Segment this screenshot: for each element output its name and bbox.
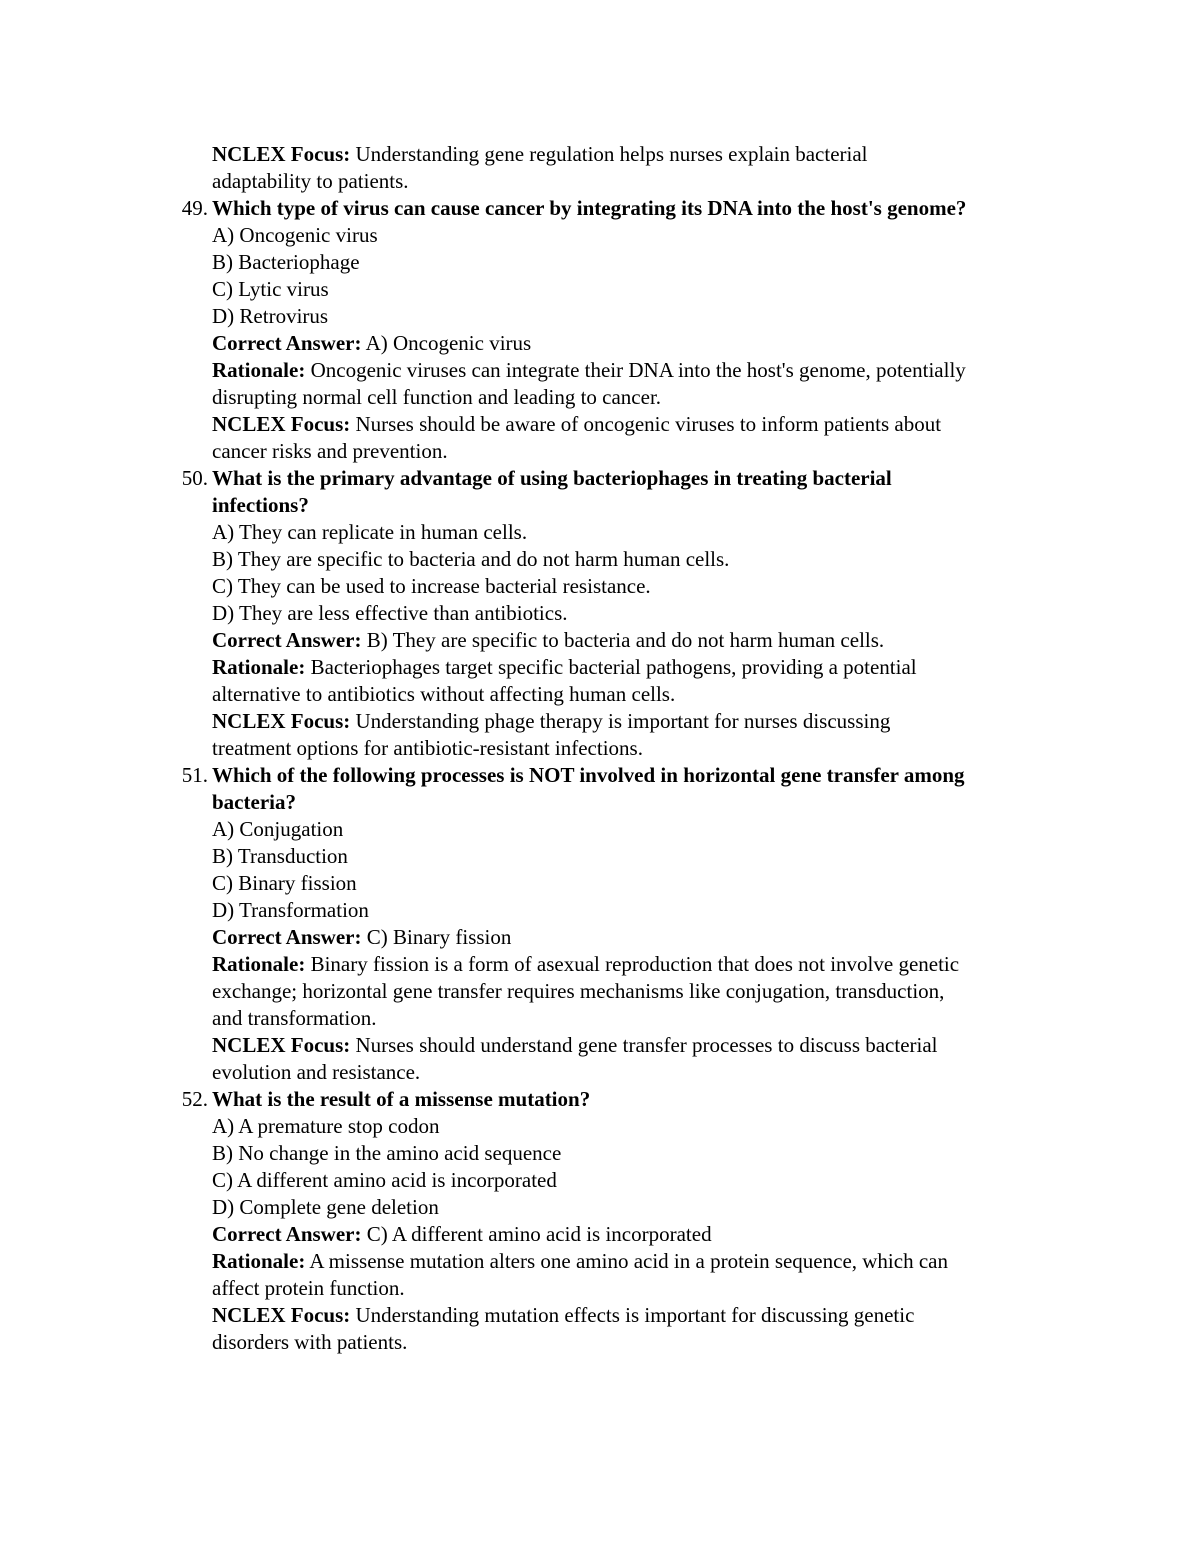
correct-answer-label: Correct Answer: (212, 925, 362, 949)
correct-answer-text: A) Oncogenic virus (361, 331, 532, 355)
nclex-text: Understanding gene regulation helps nurses explain bacterial (350, 142, 868, 166)
nclex-focus (212, 708, 1092, 735)
rationale-text-cont: alternative to antibiotics without affecting human cells. (212, 682, 676, 706)
nclex-text: Understanding phage therapy is important for nurses discussing (350, 709, 891, 733)
option-b: B) They are specific to bacteria and do not harm human cells. (212, 547, 730, 571)
option-b: B) No change in the amino acid sequence (212, 1141, 562, 1165)
question-number: 50. (181, 466, 208, 490)
option-b: B) Bacteriophage (212, 250, 360, 274)
question-50 (181, 465, 1092, 762)
nclex-label: NCLEX Focus: (212, 1303, 351, 1327)
question-text: Which of the following processes is NOT involved in horizontal gene transfer among (212, 763, 965, 787)
rationale-label: Rationale: (212, 655, 306, 679)
question-text-cont: infections? (212, 493, 309, 517)
nclex-focus (212, 1032, 1092, 1059)
rationale-text-cont: affect protein function. (212, 1276, 405, 1300)
rationale (212, 357, 1092, 384)
option-d: D) Transformation (212, 898, 369, 922)
document-content (181, 141, 1092, 1356)
option-c: C) Binary fission (212, 871, 357, 895)
correct-answer (212, 330, 1092, 357)
rationale-label: Rationale: (212, 952, 306, 976)
nclex-label: NCLEX Focus: (212, 1033, 351, 1057)
nclex-text-cont: evolution and resistance. (212, 1060, 421, 1084)
nclex-text-cont: cancer risks and prevention. (212, 439, 448, 463)
nclex-label: NCLEX Focus: (212, 142, 351, 166)
question-text: Which type of virus can cause cancer by integrating its DNA into the host's genome? (212, 196, 967, 220)
correct-answer-text: B) They are specific to bacteria and do not harm human cells. (361, 628, 885, 652)
option-a: A) They can replicate in human cells. (212, 520, 528, 544)
nclex-text-cont: adaptability to patients. (212, 169, 409, 193)
rationale-text-cont: and transformation. (212, 1006, 377, 1030)
rationale-text-cont: exchange; horizontal gene transfer requires mechanisms like conjugation, transduction, (212, 979, 945, 1003)
correct-answer-label: Correct Answer: (212, 628, 362, 652)
nclex-focus (212, 1302, 1092, 1329)
nclex-focus (212, 411, 1092, 438)
question-number: 51. (181, 763, 208, 787)
option-b: B) Transduction (212, 844, 348, 868)
option-d: D) Retrovirus (212, 304, 329, 328)
question-text-cont: bacteria? (212, 790, 296, 814)
rationale-text: Bacteriophages target specific bacterial pathogens, providing a potential (305, 655, 917, 679)
nclex-text: Nurses should be aware of oncogenic viruses to inform patients about (350, 412, 942, 436)
nclex-text-cont: disorders with patients. (212, 1330, 408, 1354)
question-number: 49. (181, 196, 208, 220)
rationale-text: Binary fission is a form of asexual reproduction that does not involve genetic (305, 952, 960, 976)
nclex-label: NCLEX Focus: (212, 412, 351, 436)
question-52 (181, 1086, 1092, 1356)
correct-answer-label: Correct Answer: (212, 331, 362, 355)
rationale-label: Rationale: (212, 358, 306, 382)
rationale-text: A missense mutation alters one amino acid in a protein sequence, which can (305, 1249, 948, 1273)
rationale (212, 654, 1092, 681)
correct-answer (212, 627, 1092, 654)
nclex-text: Understanding mutation effects is important for discussing genetic (350, 1303, 915, 1327)
option-c: C) They can be used to increase bacterial resistance. (212, 574, 651, 598)
question-49 (181, 195, 1092, 465)
rationale (212, 1248, 1092, 1275)
option-d: D) Complete gene deletion (212, 1195, 439, 1219)
option-a: A) Oncogenic virus (212, 223, 378, 247)
correct-answer-label: Correct Answer: (212, 1222, 362, 1246)
correct-answer (212, 1221, 1092, 1248)
correct-answer-text: C) Binary fission (361, 925, 512, 949)
rationale-label: Rationale: (212, 1249, 306, 1273)
correct-answer (212, 924, 1092, 951)
question-text: What is the result of a missense mutation? (212, 1087, 591, 1111)
option-a: A) A premature stop codon (212, 1114, 440, 1138)
option-d: D) They are less effective than antibiotics. (212, 601, 568, 625)
intro-nclex-focus (212, 141, 1092, 195)
correct-answer-text: C) A different amino acid is incorporated (361, 1222, 712, 1246)
nclex-text: Nurses should understand gene transfer processes to discuss bacterial (350, 1033, 938, 1057)
question-text: What is the primary advantage of using bacteriophages in treating bacterial (212, 466, 892, 490)
question-number: 52. (181, 1087, 208, 1111)
rationale (212, 951, 1092, 978)
rationale-text: Oncogenic viruses can integrate their DNA into the host's genome, potentially (305, 358, 966, 382)
question-51 (181, 762, 1092, 1086)
option-a: A) Conjugation (212, 817, 344, 841)
option-c: C) Lytic virus (212, 277, 329, 301)
option-c: C) A different amino acid is incorporated (212, 1168, 557, 1192)
rationale-text-cont: disrupting normal cell function and leading to cancer. (212, 385, 662, 409)
nclex-label: NCLEX Focus: (212, 709, 351, 733)
nclex-text-cont: treatment options for antibiotic-resistant infections. (212, 736, 643, 760)
